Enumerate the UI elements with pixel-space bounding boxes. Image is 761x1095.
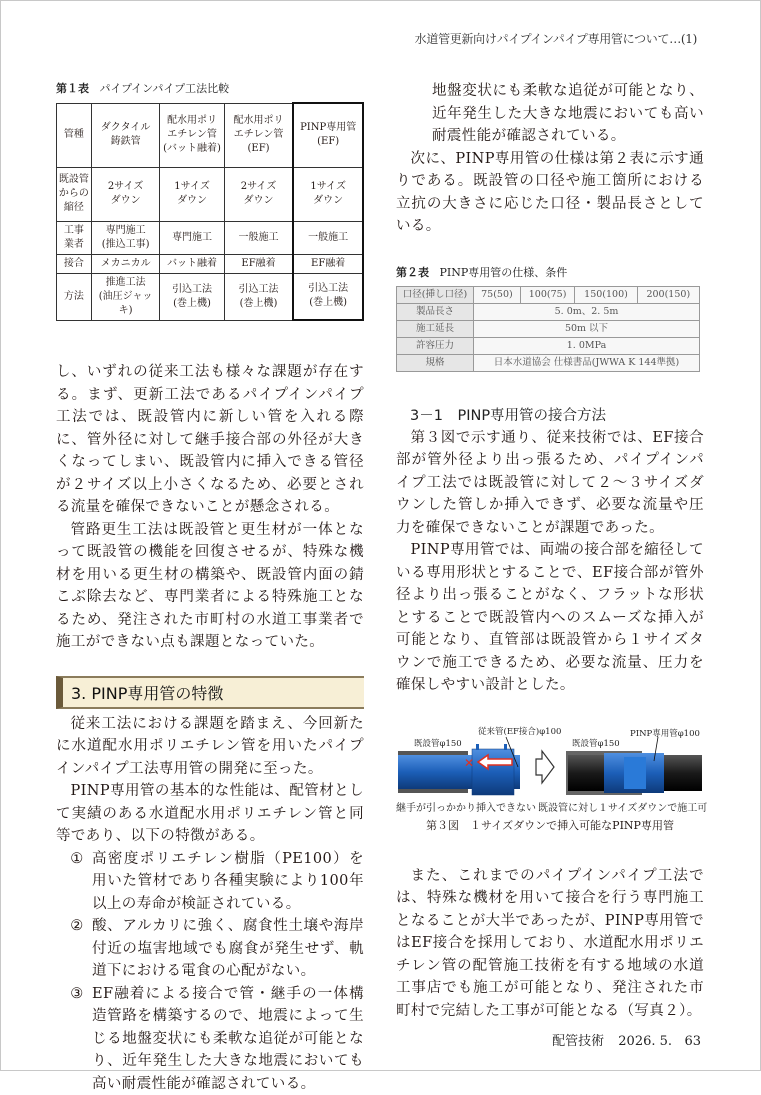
body-paragraph: PINP専用管では、両端の接合部を縮径している専用形状とすることで、EF接合部が管外径より出っ張ることがなく、フラットな形状とすることで既設管内へのスムーズな挿入が可能となり、直管部は既設管から１サイズタウンで施工できるため、必要な流量、圧力を確保しやすい設計とした。 — [396, 542, 704, 693]
body-paragraph: 従来工法における課題を踏まえ、今回新たに水道配水用ポリエチレン管を用いたパイプインパイプ工法専用管の開発に至った。 — [56, 715, 364, 777]
table-cell-text: 配水用ポリ エチレン管(EF) — [233, 115, 284, 154]
left-diagram-caption: 継手が引っかかり挿入できない — [396, 802, 536, 814]
table-cell-text: 推進工法 (油圧ジャッキ) — [98, 276, 153, 316]
feature-item — [56, 848, 364, 916]
body-paragraph: し、いずれの従来工法も様々な課題が存在する。まず、更新工法であるパイプインパイプ工法では、既設管内に新しい管を入れる際に、管外径に対して継手接合部の外径が大きくなってしまい、既設管内に挿入できる管径が２サイズ以上小さくなるため、必要とされる流量を確保できないことが懸念される。 — [56, 364, 364, 515]
table-cell-text: 接合 — [63, 257, 84, 269]
feature-item — [56, 983, 364, 1092]
table1-cell — [160, 254, 224, 273]
table2-row — [397, 337, 700, 354]
table1-cell — [91, 221, 160, 254]
label-existing-pipe-left: 既設管φ150 — [414, 738, 462, 749]
feature-marker: ② — [70, 918, 84, 934]
table1-header-cell — [91, 103, 160, 167]
table-cell-text: EF融着 — [241, 257, 276, 269]
table1-caption-text: パイプインパイプ工法比較 — [99, 82, 230, 95]
table1-cell — [224, 273, 293, 320]
table1-row-label — [57, 221, 92, 254]
feature-item-continued — [396, 80, 704, 148]
feature-text: 高密度ポリエチレン樹脂（PE100）を用いた管材であり各種実験により100年以上の寿命が検証されている。 — [92, 850, 364, 912]
label-conventional-pipe: 従来管(EF接合)φ100 — [478, 726, 562, 737]
table1-cell — [224, 221, 293, 254]
table1-row-label — [57, 254, 92, 273]
table1-row-label — [57, 167, 92, 221]
feature-item — [56, 915, 364, 983]
table2-cell: 200(150) — [637, 286, 699, 303]
table-cell-text: 既設管 からの 縮径 — [58, 174, 89, 213]
feature-indent — [396, 80, 432, 148]
table1-cell-pinp — [293, 167, 363, 221]
table2-row-label: 口径(挿し口径) — [397, 286, 474, 303]
table1-row — [57, 254, 364, 273]
table1-cell-pinp — [293, 254, 363, 273]
table-cell-text: 引込工法 (巻上機) — [172, 283, 213, 309]
table1-cell — [224, 254, 293, 273]
joint-terminal — [476, 744, 479, 750]
cross-icon: ✕ — [464, 755, 475, 770]
body-paragraph: 管路更生工法は既設管と更生材が一体となって既設管の機能を回復させるが、特殊な機材を用いる更生材の構築や、既設管内面の錆こぶ除去など、専門業者による特殊施工となるため、発注された市町村の水道工事業者で施工ができない点も課題となっていた。 — [56, 521, 364, 650]
table2-row-label: 規格 — [397, 354, 474, 371]
table1-cell — [160, 221, 224, 254]
right-diagram-caption: 既設管に対し１サイズダウンで施工可 — [538, 802, 708, 814]
table-cell-text: 一般施工 — [308, 231, 349, 243]
table-cell-text: 引込工法 (巻上機) — [238, 283, 279, 309]
ef-joint — [472, 749, 514, 795]
label-existing-pipe-right: 既設管φ150 — [572, 738, 620, 749]
table1-pipe-in-pipe-comparison — [56, 102, 364, 321]
table2-row-label: 施工延長 — [397, 320, 474, 337]
table1-cell — [160, 273, 224, 320]
figure3-pipe-comparison — [396, 723, 708, 833]
table1-row — [57, 167, 364, 221]
table-cell-text: EF融着 — [311, 257, 346, 269]
table-cell-text: 引込工法 (巻上機) — [308, 283, 349, 309]
table2-row-label: 許容圧力 — [397, 337, 474, 354]
page-footer — [552, 1030, 701, 1049]
table-cell-text: 2サイズ ダウン — [240, 181, 277, 206]
table2-caption-num: 第２表 — [396, 265, 429, 279]
feature-text: EF融着による接合で管・継手の一体構造管路を構築するので、地震によって生じる地盤変状にも柔軟な追従が可能となり、近年発生した大きな地震においても高い耐震性能が確認されている。 — [92, 985, 364, 1092]
table2-cell: 5. 0m、2. 5m — [474, 303, 700, 320]
figure3-caption: 第３図 １サイズダウンで挿入可能なPINP専用管 — [426, 818, 674, 832]
joint-terminal — [504, 744, 507, 750]
feature-marker: ① — [70, 850, 84, 867]
table-cell-text: 専門施工 — [172, 231, 213, 243]
table1-cell — [91, 254, 160, 273]
table1-cell — [91, 167, 160, 221]
table2-caption-text: PINP専用管の仕様、条件 — [439, 265, 568, 279]
table1-header-row — [57, 103, 364, 167]
table2-cell: 75(50) — [474, 286, 521, 303]
table-cell-text: ダクタイル 鋳鉄管 — [100, 122, 151, 147]
table1-row — [57, 221, 364, 254]
feature-text: 酸、アルカリに強く、腐食性土壌や海岸付近の塩害地域でも腐食が発生せず、軌道下における電食の心配がない。 — [92, 918, 364, 979]
table1-cell — [160, 167, 224, 221]
running-head: 水道管更新向けパイプインパイプ専用管について…(1) — [414, 32, 697, 46]
table-cell-text: メカニカル — [100, 257, 151, 269]
table2-cell: 50m 以下 — [474, 320, 700, 337]
table1-row-label — [57, 273, 92, 320]
label-pinp-pipe: PINP専用管φ100 — [630, 728, 700, 739]
table1-cell — [91, 273, 160, 320]
body-paragraph: PINP専用管の基本的な性能は、配管材として実績のある水道配水用ポリエチレン管と同等であり、以下の特徴がある。 — [56, 783, 364, 844]
feature-marker: ③ — [70, 985, 84, 1002]
table1-caption — [56, 80, 364, 96]
table2-cell: 150(100) — [575, 286, 637, 303]
table2-cell: 日本水道協会 仕様書品(JWWA K 144準拠) — [474, 354, 700, 371]
table-cell-text: 管種 — [63, 129, 84, 140]
table1-row — [57, 273, 364, 320]
table2-cell: 1. 0MPa — [474, 337, 700, 354]
magazine-name: 配管技術 — [552, 1034, 605, 1049]
table1-header-cell — [57, 103, 92, 167]
table-cell-text: 方法 — [63, 290, 84, 302]
table1-header-cell — [160, 103, 224, 167]
left-column — [56, 80, 364, 1092]
table1-header-cell — [224, 103, 293, 167]
section-heading: 3. PINP専用管の特徴 — [56, 676, 364, 709]
body-paragraph: また、これまでのパイプインパイプ工法では、特殊な機材を用いて接合を行う専門施工となることが大半であったが、PINP専用管ではEF接合を採用しており、水道配水用ポリエチレン管の配管施工技術を有する地域の水道工事店でも施工が可能となり、発注された市町村で完結した工事が可能となる（写真２）。 — [396, 867, 704, 1019]
table2-caption — [396, 264, 704, 280]
table-cell-text: 配水用ポリ エチレン管 (バット融着) — [163, 115, 221, 154]
table-cell-text: バット融着 — [167, 257, 218, 269]
table1-cell-pinp — [293, 221, 363, 254]
right-column — [396, 80, 708, 1022]
table1-caption-num: 第１表 — [56, 82, 89, 95]
page-number: 63 — [684, 1034, 701, 1049]
table1-cell-pinp — [293, 273, 363, 320]
table2-row — [397, 286, 700, 303]
table-cell-text: 専門施工 (推込工事) — [101, 224, 150, 250]
table2-row — [397, 354, 700, 371]
table-cell-text: 1サイズ ダウン — [174, 181, 210, 206]
issue-date: 2026. 5. — [618, 1034, 673, 1049]
table2-row-label: 製品長さ — [397, 303, 474, 320]
subsection-heading: 3－1 PINP専用管の接合方法 — [410, 407, 607, 424]
table1-header-cell-pinp — [293, 103, 363, 167]
table2-row — [397, 320, 700, 337]
right-arrow-icon — [536, 751, 554, 783]
table-cell-text: PINP専用管 (EF) — [300, 122, 357, 148]
table2-row — [397, 303, 700, 320]
table1-cell — [224, 167, 293, 221]
table-cell-text: 2サイズ ダウン — [107, 181, 144, 206]
table-cell-text: 一般施工 — [238, 231, 279, 243]
table-cell-text: 工事 業者 — [63, 224, 84, 250]
table2-cell: 100(75) — [520, 286, 575, 303]
body-paragraph: 次に、PINP専用管の仕様は第２表に示す通りである。既設管の口径や施工箇所における立抗の大きさに応じた口径・製品長さとしている。 — [396, 150, 704, 234]
body-paragraph: 第３図で示す通り、従来技術では、EF接合部が管外径より出っ張るため、パイプインパイプ工法では既設管に対して２～３サイズダウンした管しか挿入できず、必要な流量や圧力を確保できないことが課題であった。 — [396, 429, 704, 536]
feature-text-continued: 地盤変状にも柔軟な追従が可能となり、近年発生した大きな地震においても高い耐震性能が確認されている。 — [432, 83, 704, 144]
table2-pinp-specifications — [396, 286, 700, 372]
joint-sleeve — [624, 757, 646, 789]
table-cell-text: 1サイズ ダウン — [310, 181, 346, 206]
